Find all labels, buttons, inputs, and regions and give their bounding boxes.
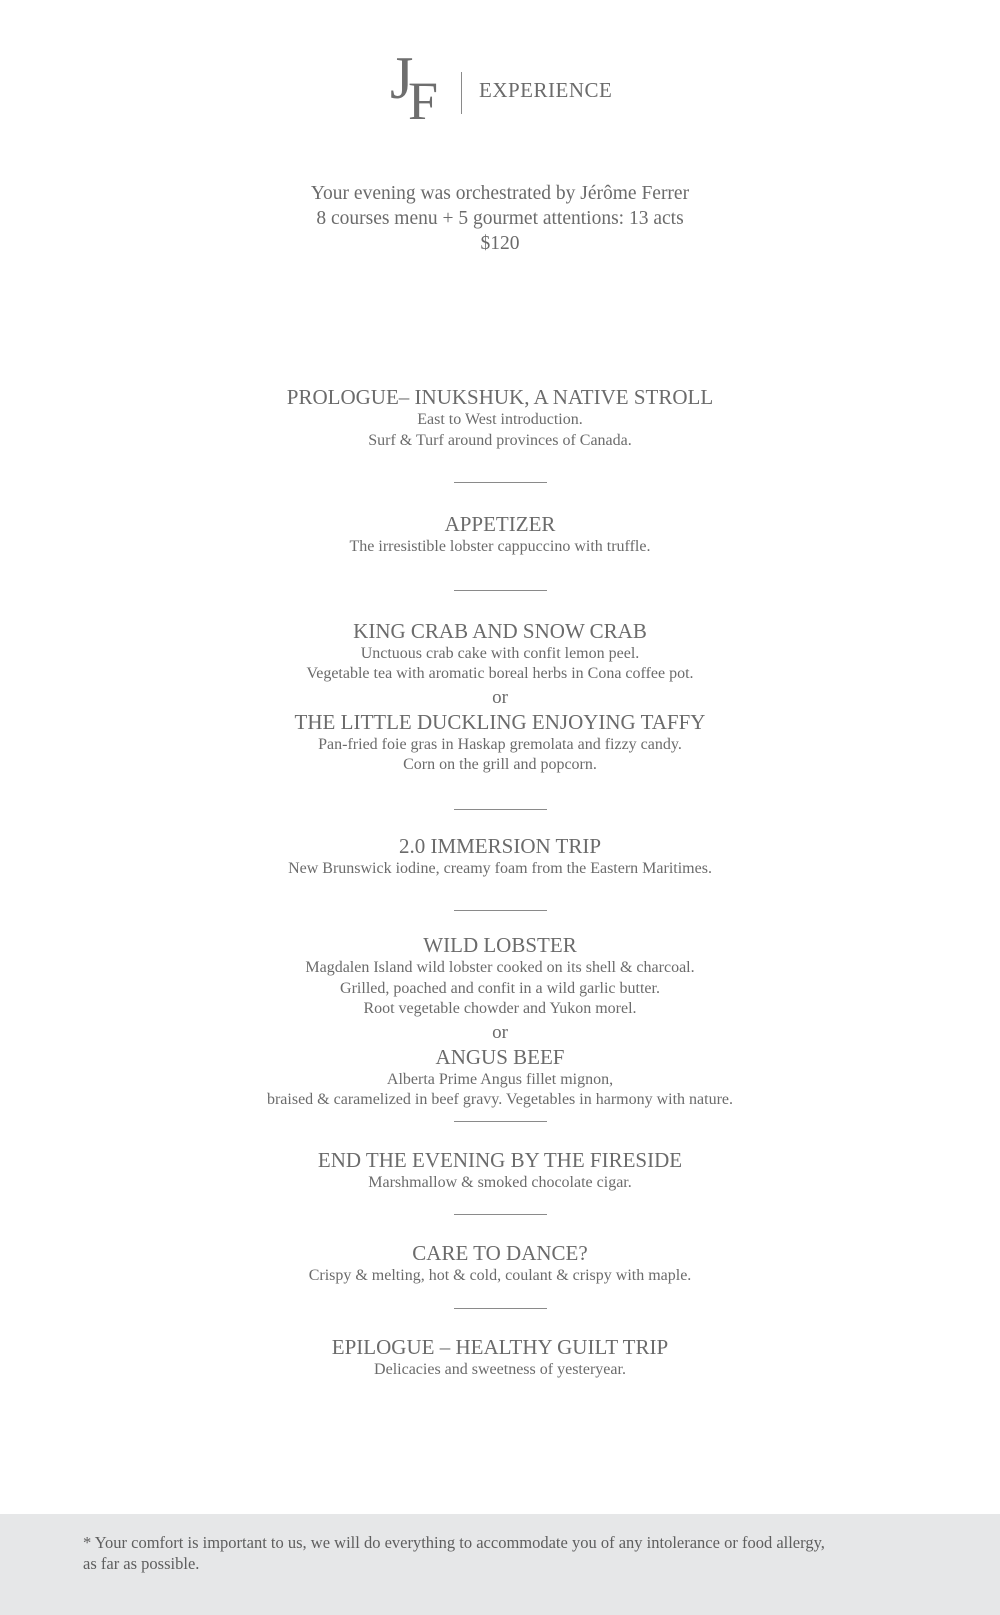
course-epilogue xyxy=(0,1335,1000,1381)
course-description: Pan-fried foie gras in Haskap gremolata and fizzy candy. xyxy=(318,735,682,753)
course-description: The irresistible lobster cappuccino with truffle. xyxy=(349,538,651,555)
course-appetizer xyxy=(0,512,1000,558)
course-description: Surf & Turf around provinces of Canada. xyxy=(368,431,632,449)
course-description: Alberta Prime Angus fillet mignon, xyxy=(386,1070,614,1088)
course-title: END THE EVENING BY THE FIRESIDE xyxy=(317,1147,683,1172)
section-divider xyxy=(454,1214,547,1215)
course-crab xyxy=(0,619,1000,776)
course-title: WILD LOBSTER xyxy=(423,933,577,957)
section-divider xyxy=(454,1308,547,1309)
section-divider xyxy=(454,910,547,911)
course-description: Delicacies and sweetness of yesteryear. xyxy=(374,1360,626,1378)
course-dance xyxy=(0,1241,1000,1287)
or-separator: or xyxy=(492,1021,508,1043)
course-description: Unctuous crab cake with confit lemon peel. xyxy=(360,644,640,662)
allergy-note-line: * Your comfort is important to us, we will do everything to accommodate you of any intolerance or food allergy, xyxy=(83,1533,825,1552)
course-description: Marshmallow & smoked chocolate cigar. xyxy=(368,1173,632,1191)
menu-courses xyxy=(0,385,1000,1380)
course-description: Corn on the grill and popcorn. xyxy=(403,756,597,773)
intro-price: $120 xyxy=(480,233,520,254)
allergy-note-line: as far as possible. xyxy=(83,1554,200,1573)
course-description: braised & caramelized in beef gravy. Vegetables in harmony with nature. xyxy=(266,1091,734,1108)
course-alt-title: THE LITTLE DUCKLING ENJOYING TAFFY xyxy=(294,709,706,734)
course-title: EPILOGUE – HEALTHY GUILT TRIP xyxy=(331,1334,669,1359)
intro-courses-line: 8 courses menu + 5 gourmet attentions: 13 acts xyxy=(316,208,684,229)
course-description: Vegetable tea with aromatic boreal herbs in Cona coffee pot. xyxy=(306,665,694,682)
or-separator: or xyxy=(492,686,508,708)
course-title: PROLOGUE– INUKSHUK, A NATIVE STROLL xyxy=(286,385,714,409)
allergy-note xyxy=(83,1532,943,1574)
course-title: KING CRAB AND SNOW CRAB xyxy=(353,618,647,643)
section-divider xyxy=(454,809,547,810)
course-title: APPETIZER xyxy=(444,512,556,536)
logo-divider xyxy=(461,72,462,114)
section-divider xyxy=(454,482,547,483)
course-fireside xyxy=(0,1148,1000,1194)
course-lobster xyxy=(0,933,1000,1111)
course-title: CARE TO DANCE? xyxy=(412,1241,588,1265)
course-prologue xyxy=(0,385,1000,451)
logo-letter-j: J xyxy=(390,45,414,111)
course-description: Crispy & melting, hot & cold, coulant & crispy with maple. xyxy=(308,1267,692,1284)
course-description: New Brunswick iodine, creamy foam from the Eastern Maritimes. xyxy=(288,859,712,877)
course-alt-title: ANGUS BEEF xyxy=(435,1044,565,1069)
allergy-footer xyxy=(0,1514,1000,1615)
section-divider xyxy=(454,590,547,591)
course-title: 2.0 IMMERSION TRIP xyxy=(398,833,602,858)
brand-logo xyxy=(0,45,1000,131)
course-immersion xyxy=(0,834,1000,880)
intro-chef-line: Your evening was orchestrated by Jérôme Ferrer xyxy=(310,183,690,204)
menu-intro xyxy=(0,181,1000,256)
course-description: Magdalen Island wild lobster cooked on its shell & charcoal. xyxy=(305,959,695,976)
logo-letter-f: F xyxy=(408,71,439,131)
course-description: East to West introduction. xyxy=(417,411,583,428)
section-divider xyxy=(454,1121,547,1122)
logo-wordmark: EXPERIENCE xyxy=(479,78,613,102)
course-description: Root vegetable chowder and Yukon morel. xyxy=(363,1000,637,1017)
course-description: Grilled, poached and confit in a wild garlic butter. xyxy=(340,979,660,997)
